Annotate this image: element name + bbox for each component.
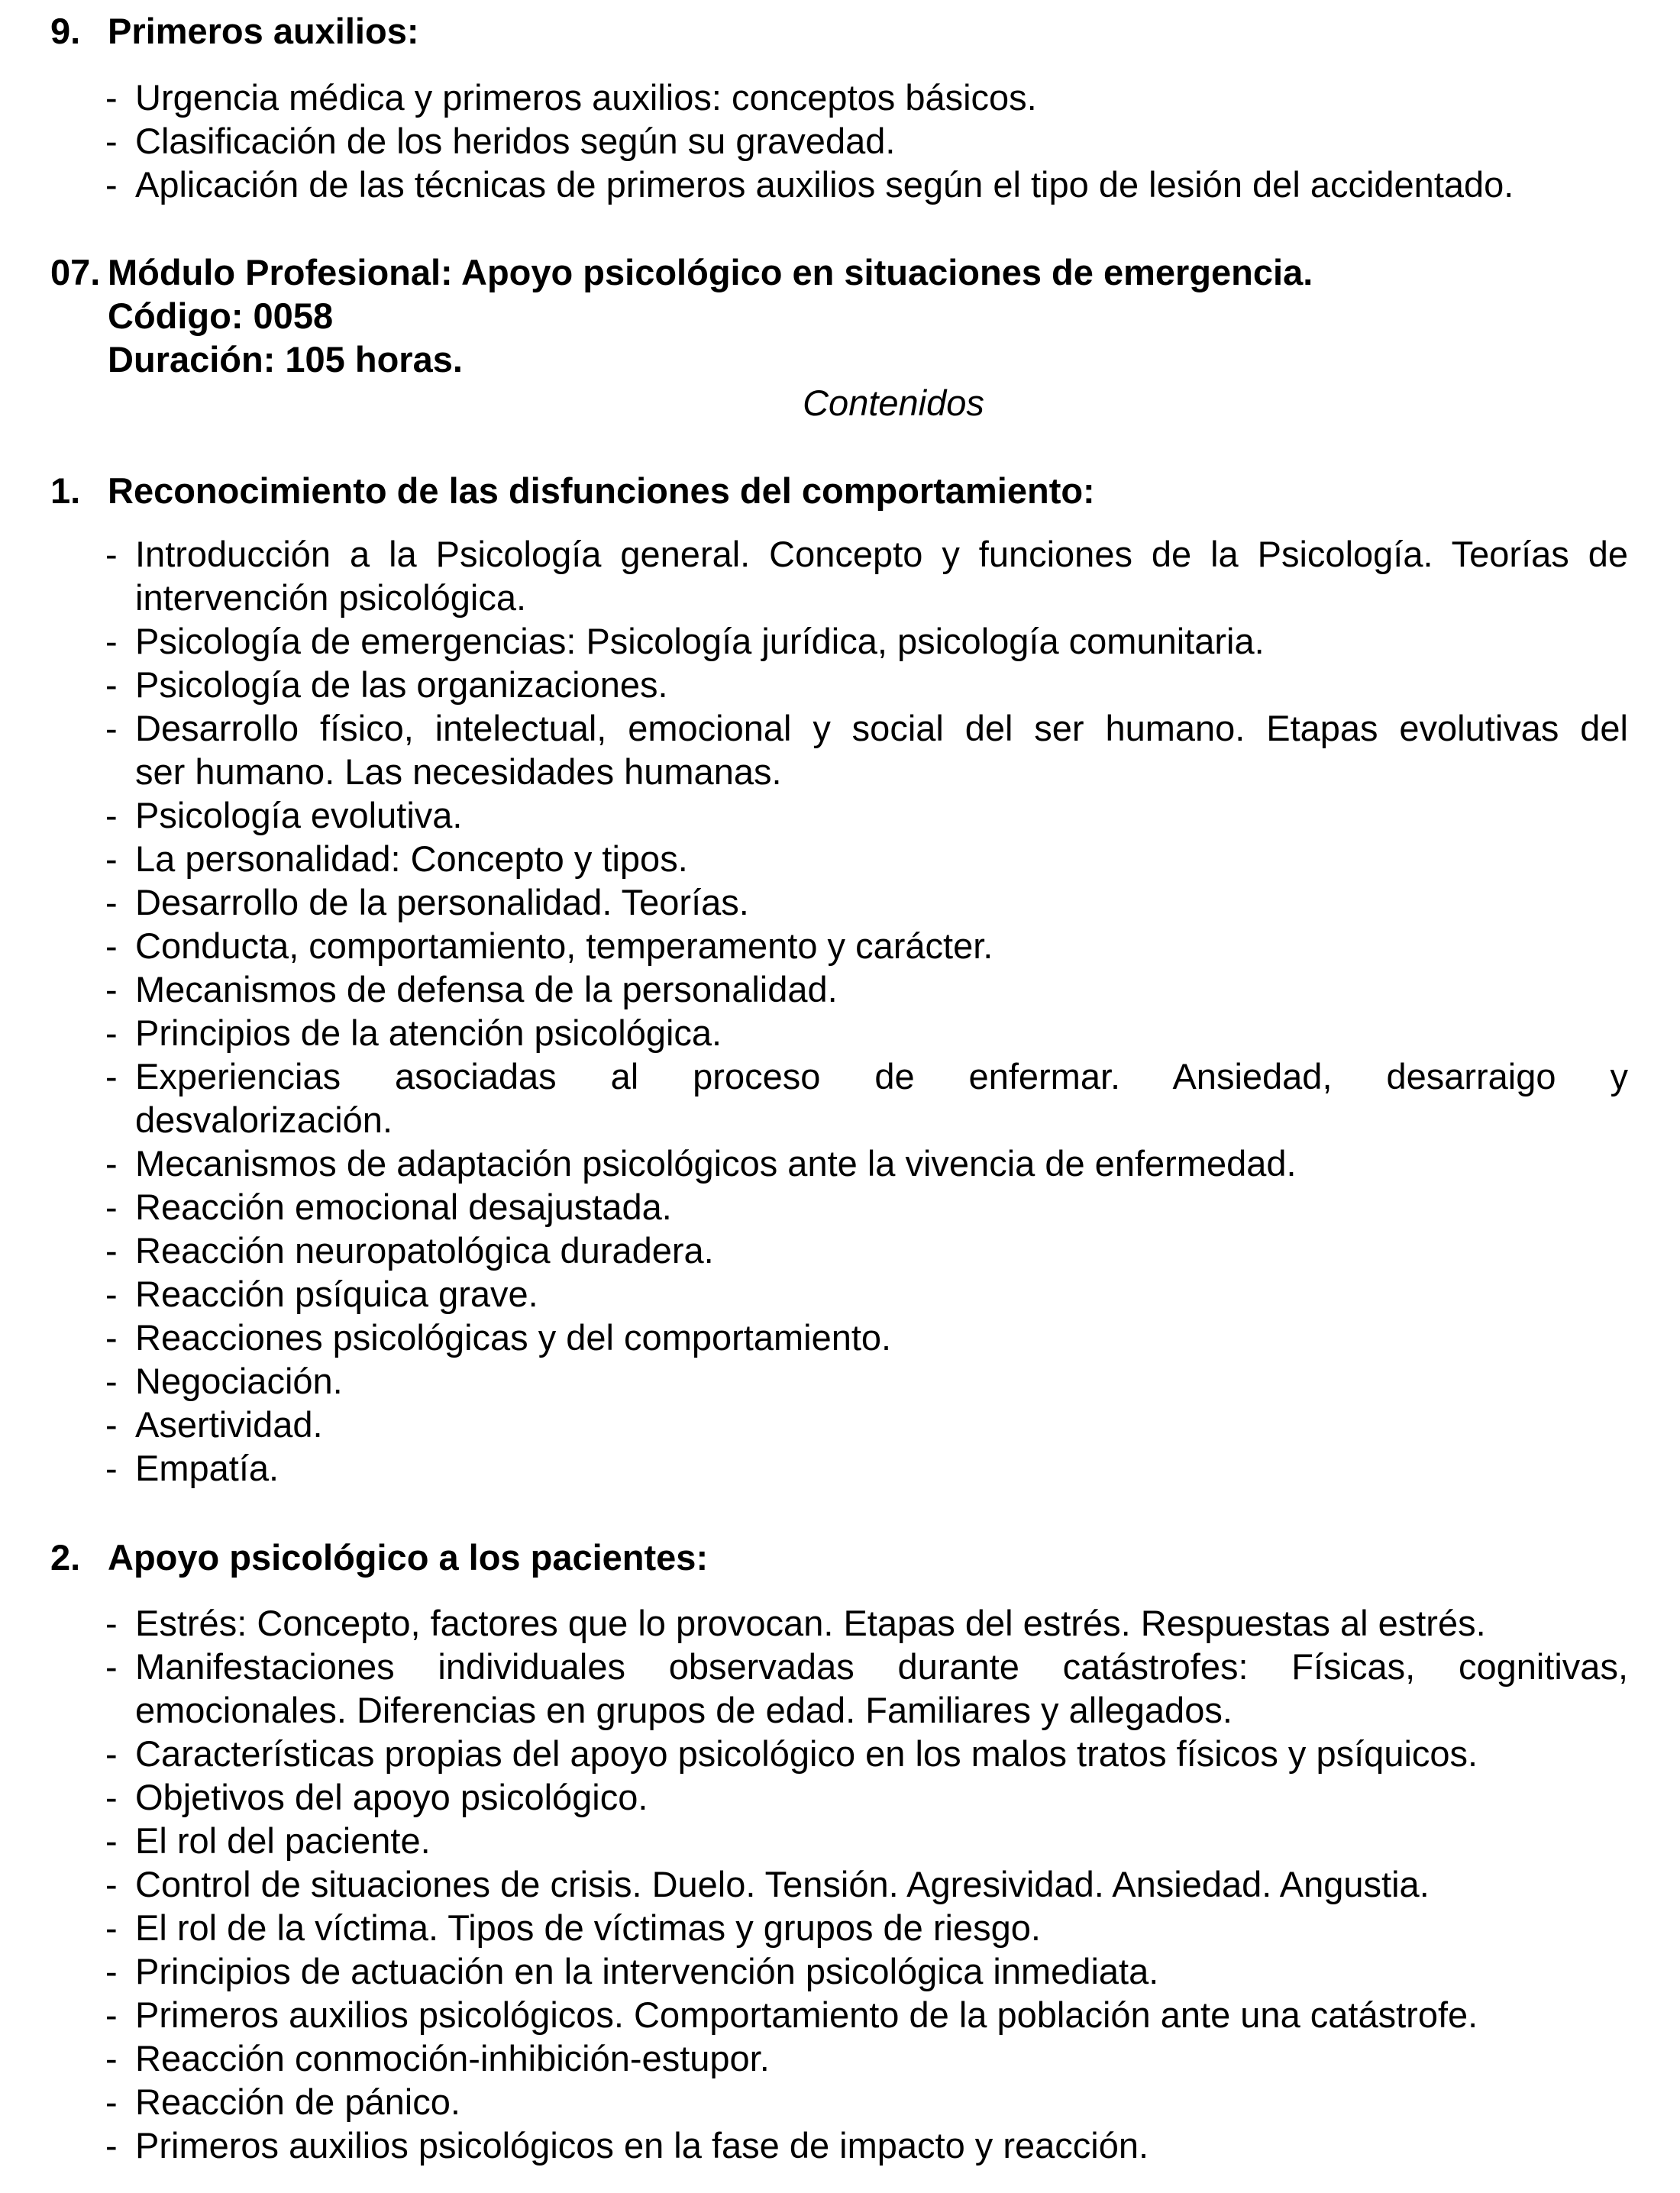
list-item-text: Mecanismos de adaptación psicológicos ante la vivencia de enfermedad. <box>135 1143 1297 1184</box>
list-item-text: Psicología evolutiva. <box>135 795 463 835</box>
bullet-dash: - <box>105 534 118 574</box>
list-item-text: Desarrollo de la personalidad. Teorías. <box>135 882 749 922</box>
list-item-text: Mecanismos de defensa de la personalidad. <box>135 969 838 1009</box>
bullet-dash: - <box>105 1013 118 1053</box>
list-item-text: El rol del paciente. <box>135 1820 431 1861</box>
list-item-text: Principios de actuación en la intervención psicológica inmediata. <box>135 1951 1159 1991</box>
section-number: 1. <box>50 470 81 511</box>
section-number: 2. <box>50 1537 81 1578</box>
section-title: Reconocimiento de las disfunciones del comportamiento: <box>108 470 1095 511</box>
list-item-text: ser humano. Las necesidades humanas. <box>135 751 782 792</box>
bullet-dash: - <box>105 121 118 161</box>
list-item-text: intervención psicológica. <box>135 577 527 618</box>
section-title: Apoyo psicológico a los pacientes: <box>108 1537 709 1578</box>
bullet-dash: - <box>105 2038 118 2078</box>
bullet-dash: - <box>105 1404 118 1445</box>
list-item-text: Psicología de emergencias: Psicología jurídica, psicología comunitaria. <box>135 621 1265 661</box>
bullet-dash: - <box>105 1603 118 1643</box>
bullet-dash: - <box>105 795 118 835</box>
list-item-text: Primeros auxilios psicológicos en la fase de impacto y reacción. <box>135 2125 1149 2166</box>
list-item-text: Control de situaciones de crisis. Duelo. Tensión. Agresividad. Ansiedad. Angustia. <box>135 1864 1430 1904</box>
contents-label: Contenidos <box>803 383 984 423</box>
list-item-text: emocionales. Diferencias en grupos de edad. Familiares y allegados. <box>135 1690 1233 1730</box>
list-item-text: Conducta, comportamiento, temperamento y carácter. <box>135 925 993 966</box>
list-item-text: Aplicación de las técnicas de primeros auxilios según el tipo de lesión del accidentado. <box>135 164 1514 205</box>
list-item-text: Clasificación de los heridos según su gravedad. <box>135 121 896 161</box>
bullet-dash: - <box>105 1777 118 1817</box>
list-item-text: Reacción conmoción-inhibición-estupor. <box>135 2038 770 2078</box>
bullet-dash: - <box>105 1274 118 1314</box>
list-item-text: Reacción emocional desajustada. <box>135 1187 672 1227</box>
bullet-dash: - <box>105 1864 118 1904</box>
list-item-text: Negociación. <box>135 1361 343 1401</box>
bullet-dash: - <box>105 621 118 661</box>
bullet-dash: - <box>105 1448 118 1488</box>
module-number: 07. <box>50 252 101 292</box>
list-item-text: Empatía. <box>135 1448 279 1488</box>
list-item-text: Principios de la atención psicológica. <box>135 1013 722 1053</box>
list-item-text: La personalidad: Concepto y tipos. <box>135 838 688 879</box>
list-item-text: Urgencia médica y primeros auxilios: conceptos básicos. <box>135 77 1037 118</box>
bullet-dash: - <box>105 1230 118 1271</box>
module-code: Código: 0058 <box>108 296 334 336</box>
list-item-text: Reacción psíquica grave. <box>135 1274 538 1314</box>
list-item-text: Reacción neuropatológica duradera. <box>135 1230 714 1271</box>
bullet-dash: - <box>105 1733 118 1774</box>
bullet-dash: - <box>105 1361 118 1401</box>
module-title: Módulo Profesional: Apoyo psicológico en situaciones de emergencia. <box>108 252 1313 292</box>
list-item-text: Psicología de las organizaciones. <box>135 664 668 705</box>
bullet-dash: - <box>105 2125 118 2166</box>
bullet-dash: - <box>105 1820 118 1861</box>
list-item-text: Introducción a la Psicología general. Concepto y funciones de la Psicología. Teorías de <box>135 534 1628 574</box>
list-item-text: Manifestaciones individuales observadas durante catástrofes: Físicas, cognitivas, <box>135 1646 1628 1687</box>
list-item-text: Reacciones psicológicas y del comportamiento. <box>135 1317 892 1358</box>
list-item-text: Primeros auxilios psicológicos. Comportamiento de la población ante una catástrofe. <box>135 1994 1478 2035</box>
bullet-dash: - <box>105 882 118 922</box>
bullet-dash: - <box>105 664 118 705</box>
bullet-dash: - <box>105 164 118 205</box>
bullet-dash: - <box>105 1187 118 1227</box>
bullet-dash: - <box>105 1994 118 2035</box>
list-item-text: El rol de la víctima. Tipos de víctimas y grupos de riesgo. <box>135 1907 1041 1948</box>
list-item-text: Características propias del apoyo psicológico en los malos tratos físicos y psíquicos. <box>135 1733 1478 1774</box>
bullet-dash: - <box>105 1646 118 1687</box>
list-item-text: Reacción de pánico. <box>135 2082 460 2122</box>
list-item-text: desvalorización. <box>135 1100 393 1140</box>
bullet-dash: - <box>105 1056 118 1096</box>
bullet-dash: - <box>105 1951 118 1991</box>
module-duration: Duración: 105 horas. <box>108 339 463 379</box>
bullet-dash: - <box>105 925 118 966</box>
bullet-dash: - <box>105 2082 118 2122</box>
list-item-text: Objetivos del apoyo psicológico. <box>135 1777 648 1817</box>
section-number: 9. <box>50 11 81 51</box>
section-title: Primeros auxilios: <box>108 11 419 51</box>
bullet-dash: - <box>105 77 118 118</box>
bullet-dash: - <box>105 708 118 748</box>
bullet-dash: - <box>105 1143 118 1184</box>
list-item-text: Estrés: Concepto, factores que lo provocan. Etapas del estrés. Respuestas al estrés. <box>135 1603 1486 1643</box>
bullet-dash: - <box>105 1317 118 1358</box>
list-item-text: Asertividad. <box>135 1404 323 1445</box>
bullet-dash: - <box>105 969 118 1009</box>
bullet-dash: - <box>105 1907 118 1948</box>
bullet-dash: - <box>105 838 118 879</box>
list-item-text: Desarrollo físico, intelectual, emocional y social del ser humano. Etapas evolutivas del <box>135 708 1628 748</box>
list-item-text: Experiencias asociadas al proceso de enfermar. Ansiedad, desarraigo y <box>135 1056 1628 1096</box>
